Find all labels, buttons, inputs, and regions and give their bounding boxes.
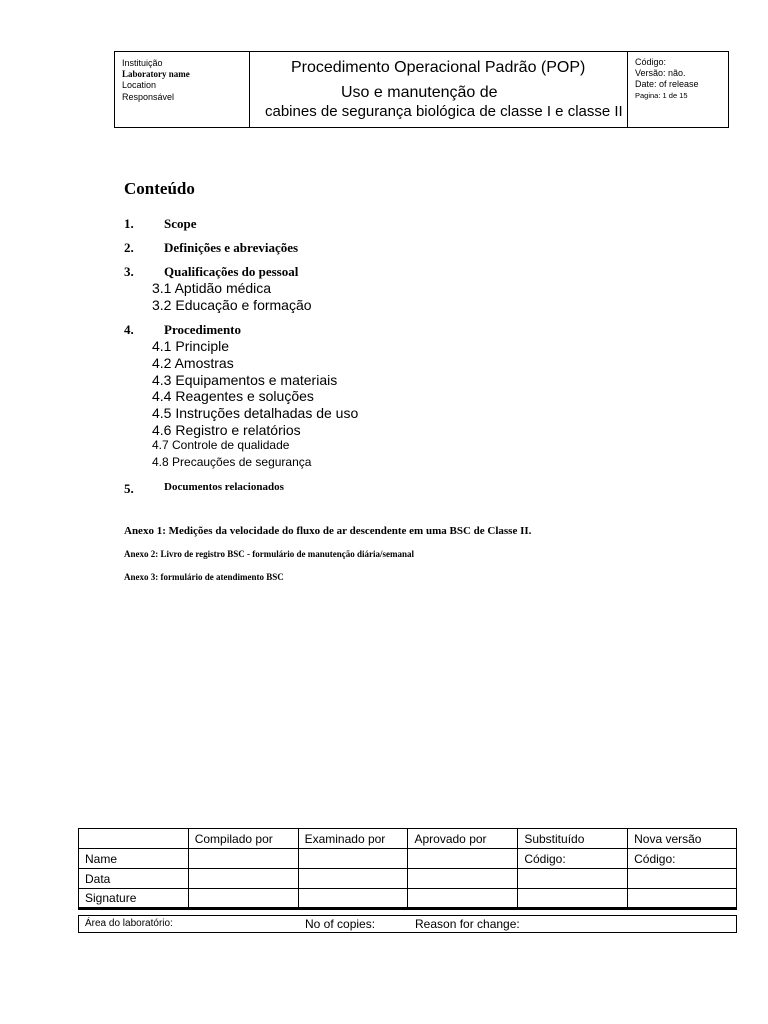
table-header-row (79, 829, 737, 849)
toc-subsection: 4.1 Principle (152, 338, 230, 354)
toc-section-3: Qualificações do pessoal (164, 264, 299, 279)
table-header-cell: Examinado por (298, 829, 408, 849)
table-cell (408, 889, 518, 909)
toc-subsection: 4.7 Controle de qualidade (152, 438, 290, 452)
document-title: Procedimento Operacional Padrão (POP) (291, 59, 586, 76)
reason-label: Reason for change: (415, 917, 520, 931)
toc-section-5: Documentos relacionados (164, 481, 284, 493)
toc-number-4: 4. (124, 322, 134, 337)
table-cell (628, 869, 737, 889)
table-header-cell (79, 829, 189, 849)
location-label: Location (122, 80, 157, 90)
table-cell (188, 869, 298, 889)
copies-label: No of copies: (305, 917, 376, 931)
table-row (79, 849, 737, 869)
institution-label: Instituição (122, 58, 163, 68)
toc-subsection: 4.5 Instruções detalhadas de uso (152, 405, 359, 421)
annex-1: Anexo 1: Medições da velocidade do fluxo de ar descendente em uma BSC de Classe II. (124, 525, 532, 537)
toc-subsection: 4.6 Registro e relatórios (152, 422, 301, 438)
toc-number-3: 3. (124, 264, 134, 279)
responsible-label: Responsável (122, 92, 175, 102)
version-label: Versão: não. (635, 68, 686, 78)
annex-2: Anexo 2: Livro de registro BSC - formulário de manutenção diária/semanal (124, 549, 414, 559)
table-cell (298, 869, 408, 889)
table-cell (518, 889, 628, 909)
table-cell (408, 849, 518, 869)
document-subtitle-2: cabines de segurança biológica de classe I e classe II (265, 103, 623, 120)
table-cell: Signature (79, 889, 189, 909)
table-cell (298, 849, 408, 869)
toc-section-1: Scope (164, 216, 197, 231)
toc-subsection: 4.8 Precauções de segurança (152, 455, 312, 469)
institution-block (115, 52, 250, 127)
table-header-cell: Compilado por (188, 829, 298, 849)
table-cell: Código: (628, 849, 737, 869)
document-header (114, 51, 729, 128)
toc-subsection: 4.2 Amostras (152, 355, 234, 371)
document-code-block (627, 52, 728, 127)
code-label: Código: (635, 57, 667, 67)
toc-section-4: Procedimento (164, 322, 242, 337)
table-cell: Código: (518, 849, 628, 869)
laboratory-name: Laboratory name (122, 69, 190, 79)
table-cell: Name (79, 849, 189, 869)
date-label: Date: of release (635, 79, 699, 89)
toc-number-5: 5. (124, 481, 134, 496)
contents-heading: Conteúdo (124, 179, 195, 198)
toc-subsection: 4.3 Equipamentos e materiais (152, 372, 338, 388)
table-cell (188, 889, 298, 909)
toc-number-2: 2. (124, 240, 134, 255)
toc-subsection: 3.2 Educação e formação (152, 297, 312, 313)
table-cell (298, 889, 408, 909)
table-cell (628, 889, 737, 909)
table-cell (188, 849, 298, 869)
toc-subsection: 4.4 Reagentes e soluções (152, 388, 314, 404)
toc-number-1: 1. (124, 216, 134, 231)
table-cell: Data (79, 869, 189, 889)
footer-info-row (78, 915, 737, 933)
page-label: Pagina: 1 de 15 (635, 91, 688, 100)
approval-table (78, 828, 737, 910)
lab-area-label: Área do laboratório: (85, 918, 173, 929)
toc-section-2: Definições e abreviações (164, 240, 299, 255)
toc-subsection: 3.1 Aptidão médica (152, 280, 272, 296)
annex-3: Anexo 3: formulário de atendimento BSC (124, 572, 284, 582)
table-cell (408, 869, 518, 889)
document-subtitle-1: Uso e manutenção de (341, 84, 498, 101)
table-header-cell: Aprovado por (408, 829, 518, 849)
table-row (79, 869, 737, 889)
table-row (79, 889, 737, 909)
table-header-cell: Substituído (518, 829, 628, 849)
table-header-cell: Nova versão (628, 829, 737, 849)
table-cell (518, 869, 628, 889)
